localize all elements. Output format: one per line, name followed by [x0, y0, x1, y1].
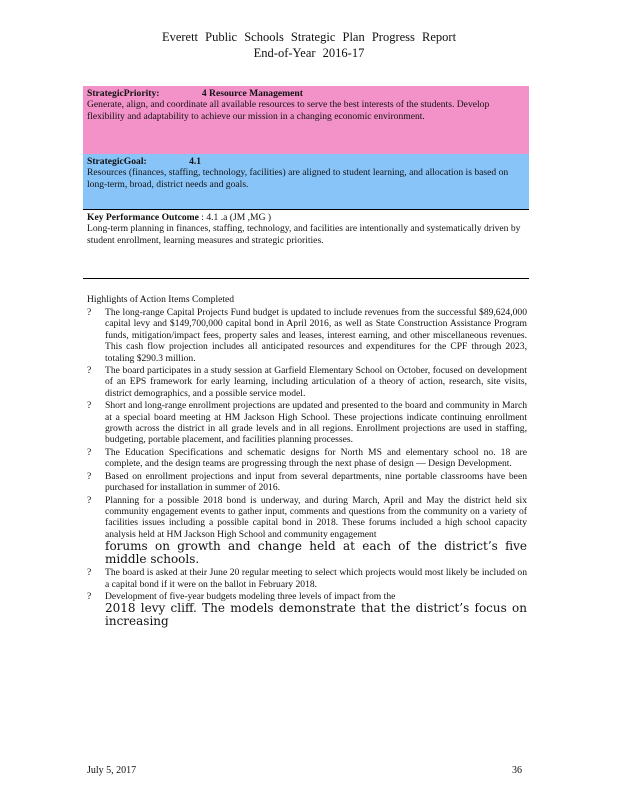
list-item	[87, 365, 527, 399]
list-item-text: The long-range Capital Projects Fund budget is updated to include revenues from the successful $89,624,000 capital levy and $149,700,000 capital bond in April 2016, as well as State Construction Assistance Program funds, mitigation/impact fees, property sales and leases, interest earning, and other miscellaneous revenues. This cash flow projection includes all anticipated resources and expenditures for the CPF through 2023, totaling $290.3 million.	[105, 307, 527, 364]
report-title: Everett Public Schools Strategic Plan Progress Report	[161, 30, 457, 44]
list-item-text: The board participates in a study session at Garfield Elementary School on October, focused on development of an EPS framework for early learning, including articulation of a theory of action, research, site visits, district demographics, and a possible service model.	[105, 365, 527, 399]
list-item	[87, 495, 527, 567]
list-item	[87, 471, 527, 494]
strategic-goal-value: 4.1	[189, 156, 202, 167]
highlights-title: Highlights of Action Items Completed	[87, 294, 235, 305]
list-item-text: The board is asked at their June 20 regular meeting to select which projects would most likely be included on a capital bond if it were on the ballot in February 2018.	[105, 567, 527, 590]
highlights-section	[87, 294, 527, 629]
bullet-marker: ?	[87, 567, 92, 579]
list-item	[87, 591, 527, 628]
list-item-text: Development of five-year budgets modeling three levels of impact from the	[105, 590, 396, 602]
bullet-marker: ?	[87, 470, 92, 482]
list-item	[87, 400, 527, 446]
strategic-priority-value: 4 Resource Management	[201, 88, 303, 99]
list-item-text: The Education Specifications and schematic designs for North MS and elementary school no. 18 are complete, and the design teams are progressing through the next phase of design — Design Development.	[105, 446, 527, 470]
list-item	[87, 447, 527, 470]
strategic-priority-text: Generate, align, and coordinate all available resources to serve the best interests of the students. Develop flexibility and adaptability to achieve our mission in a changing economic environment.	[87, 99, 490, 122]
report-subtitle: End-of-Year 2016-17	[253, 46, 365, 60]
list-item	[87, 567, 527, 590]
list-item-continuation: forums on growth and change held at each of the district’s five middle schools.	[105, 539, 527, 567]
strategic-priority-heading	[87, 88, 525, 99]
strategic-priority-label: StrategicPriority:	[87, 88, 160, 99]
strategic-priority-section	[83, 86, 529, 154]
footer-date: July 5, 2017	[87, 765, 137, 776]
strategic-goal-section	[83, 154, 529, 209]
list-item-text: Planning for a possible 2018 bond is underway, and during March, April and May the district held six community engagement events to gather input, comments and questions from the community on a variety of facilities issues including a possible capital bond in 2018. These forums included a high school capacity analysis held at HM Jackson High School and community engagement	[105, 494, 527, 540]
strategic-goal-text: Resources (finances, staffing, technology, facilities) are aligned to student learning, and allocation is based on long-term, broad, district needs and goals.	[87, 167, 509, 190]
list-item-continuation: 2018 levy cliff. The models demonstrate that the district’s focus on increasing	[105, 601, 527, 629]
bullet-marker: ?	[87, 365, 92, 377]
strategic-goal-heading	[87, 156, 525, 167]
bullet-marker: ?	[87, 446, 92, 458]
bullet-marker: ?	[87, 494, 92, 506]
bullet-marker: ?	[87, 590, 92, 602]
highlights-list	[87, 307, 527, 628]
bullet-marker: ?	[87, 400, 92, 412]
strategic-goal-label: StrategicGoal:	[87, 156, 147, 167]
kpi-section	[83, 209, 529, 279]
list-item	[87, 307, 527, 364]
kpi-heading	[87, 212, 525, 223]
list-item-text: Based on enrollment projections and input from several departments, nine portable classrooms have been purchased for installation in summer of 2016.	[105, 470, 527, 494]
kpi-text: Long-term planning in finances, staffing, technology, and facilities are intentionally and systematically driven by student enrollment, learning measures and strategic priorities.	[87, 223, 521, 246]
page-number: 36	[512, 765, 522, 776]
kpi-label: Key Performance Outcome	[87, 212, 199, 223]
list-item-text: Short and long-range enrollment projections are updated and presented to the board and community in March at a special board meeting at HM Jackson High School. These projections indicate continuing enrollment growth across the district in all grade levels and in all regions. Enrollment projections are used in staffing, budgeting, portable placement, and facilities planning processes.	[105, 400, 527, 446]
kpi-value: : 4.1 .a (JM ,MG )	[201, 212, 272, 223]
bullet-marker: ?	[87, 307, 92, 318]
